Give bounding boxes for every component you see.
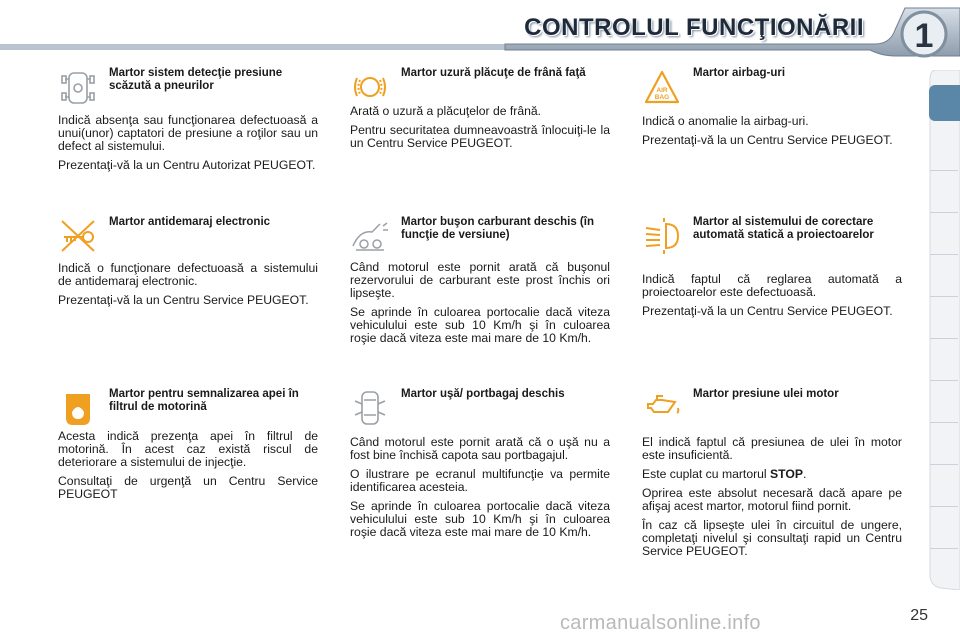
stop-label: STOP [770, 467, 803, 481]
item-title: Martor uşă/ portbagaj deschis [401, 388, 565, 400]
immobiliser-icon [58, 216, 98, 256]
item-title: Martor uzură plăcuţe de frână faţă [401, 67, 586, 79]
page-title: CONTROLUL FUNCŢIONĂRII [524, 14, 864, 41]
item-paragraph [642, 468, 902, 481]
tab-divider [930, 422, 958, 423]
item-body [642, 436, 902, 564]
item-body [350, 436, 610, 545]
svg-text:AIR: AIR [656, 87, 668, 94]
tab-divider [930, 212, 958, 213]
item-paragraph: El indică faptul că presiunea de ulei în motor este insuficientă. [642, 435, 902, 462]
brake-pad-icon [350, 67, 390, 107]
item-paragraph: Acesta indică prezenţa apei în filtrul de motorină. În acest caz există riscul de deteriorare a sistemului de injecţie. [58, 429, 318, 469]
item-title: Martor presiune ulei motor [693, 388, 839, 400]
page-header [0, 0, 960, 60]
tab-divider [930, 548, 958, 549]
tab-divider [930, 338, 958, 339]
door-open-icon [350, 388, 390, 428]
item-body [642, 273, 902, 324]
svg-text:BAG: BAG [654, 94, 670, 101]
item-paragraph: Indică o anomalie la airbag-uri. [642, 114, 809, 128]
tab-divider [930, 506, 958, 507]
item-body [642, 115, 902, 153]
tab-divider [930, 464, 958, 465]
item-paragraph: Când motorul este pornit arată că o uşă nu a fost bine închisă capota sau portbagajul. [350, 435, 610, 462]
item-paragraph: Prezentaţi-vă la un Centru Service PEUGEOT. [642, 133, 893, 147]
item-paragraph: Arată o uzură a plăcuţelor de frână. [350, 104, 542, 118]
item-body [58, 262, 318, 313]
item-body [350, 105, 610, 156]
item-paragraph-text: Este cuplat cu martorul STOP. [642, 467, 807, 481]
item-paragraph: Când motorul este pornit arată că buşonul rezervorului de carburant este prost închis ori lipseşte. [350, 260, 610, 300]
item-paragraph: Indică faptul că reglarea automată a proiectoarelor este defectuoasă. [642, 272, 902, 299]
item-paragraph: Indică o funcţionare defectuoasă a sistemului de antidemaraj electronic. [58, 261, 318, 288]
item-paragraph: Oprirea este absolut necesară dacă apare pe afişaj acest martor, motorul fiind pornit. [642, 486, 902, 513]
item-title: Martor al sistemului de corectare automată statică a proiectoarelor [693, 216, 874, 241]
watermark: carmanualsonline.info [560, 612, 761, 634]
item-body [58, 430, 318, 507]
tab-divider [930, 380, 958, 381]
headlamp-levelling-icon [642, 216, 682, 256]
oil-pressure-icon [642, 388, 682, 428]
item-paragraph: Indică absenţa sau funcţionarea defectuoasă a unui(unor) captatori de presiune a roţilor sau un defect al sistemului. [58, 113, 318, 153]
item-paragraph: Prezentaţi-vă la un Centru Service PEUGEOT. [642, 304, 893, 318]
fuel-cap-icon [350, 216, 390, 256]
tyre-pressure-icon [58, 67, 98, 107]
item-title: Martor sistem detecţie presiune scăzută a pneurilor [109, 67, 283, 92]
item-body [350, 261, 610, 351]
tab-divider [930, 296, 958, 297]
item-paragraph: Pentru securitatea dumneavoastră înlocuiţi-le la un Centru Service PEUGEOT. [350, 123, 610, 150]
item-title: Martor antidemaraj electronic [109, 216, 271, 228]
item-paragraph: Prezentaţi-vă la un Centru Autorizat PEUGEOT. [58, 158, 316, 172]
item-paragraph: Consultaţi de urgenţă un Centru Service PEUGEOT [58, 474, 318, 501]
page-number: 25 [910, 607, 928, 624]
item-paragraph: Se aprinde în culoarea portocalie dacă viteza vehiculului este sub 10 Km/h şi în culoarea roşie dacă viteza este mai mare de 10 Km/h. [350, 305, 610, 345]
item-body [58, 114, 318, 178]
side-tabs [926, 70, 960, 590]
tab-divider [930, 170, 958, 171]
chapter-number: 1 [914, 16, 934, 55]
item-paragraph: O ilustrare pe ecranul multifuncţie va permite identificarea acesteia. [350, 467, 610, 494]
item-title: Martor airbag-uri [693, 67, 786, 79]
item-paragraph: Se aprinde în culoarea portocalie dacă viteza vehiculului este sub 10 Km/h şi în culoarea roşie dacă viteza este mai mare de 10 Km/h. [350, 499, 610, 539]
tab-divider [930, 254, 958, 255]
item-title: Martor pentru semnalizarea apei în filtrul de motorină [109, 388, 299, 413]
item-paragraph: Prezentaţi-vă la un Centru Service PEUGEOT. [58, 293, 309, 307]
chapter-tab-active[interactable] [929, 85, 960, 121]
item-paragraph: În caz că lipseşte ulei în circuitul de ungere, completaţi nivelul şi consultaţi rapid un Centru Service PEUGEOT. [642, 518, 902, 558]
airbag-icon [642, 67, 682, 107]
item-title: Martor buşon carburant deschis (în funcţie de versiune) [401, 216, 594, 241]
water-in-fuel-icon [58, 388, 98, 428]
